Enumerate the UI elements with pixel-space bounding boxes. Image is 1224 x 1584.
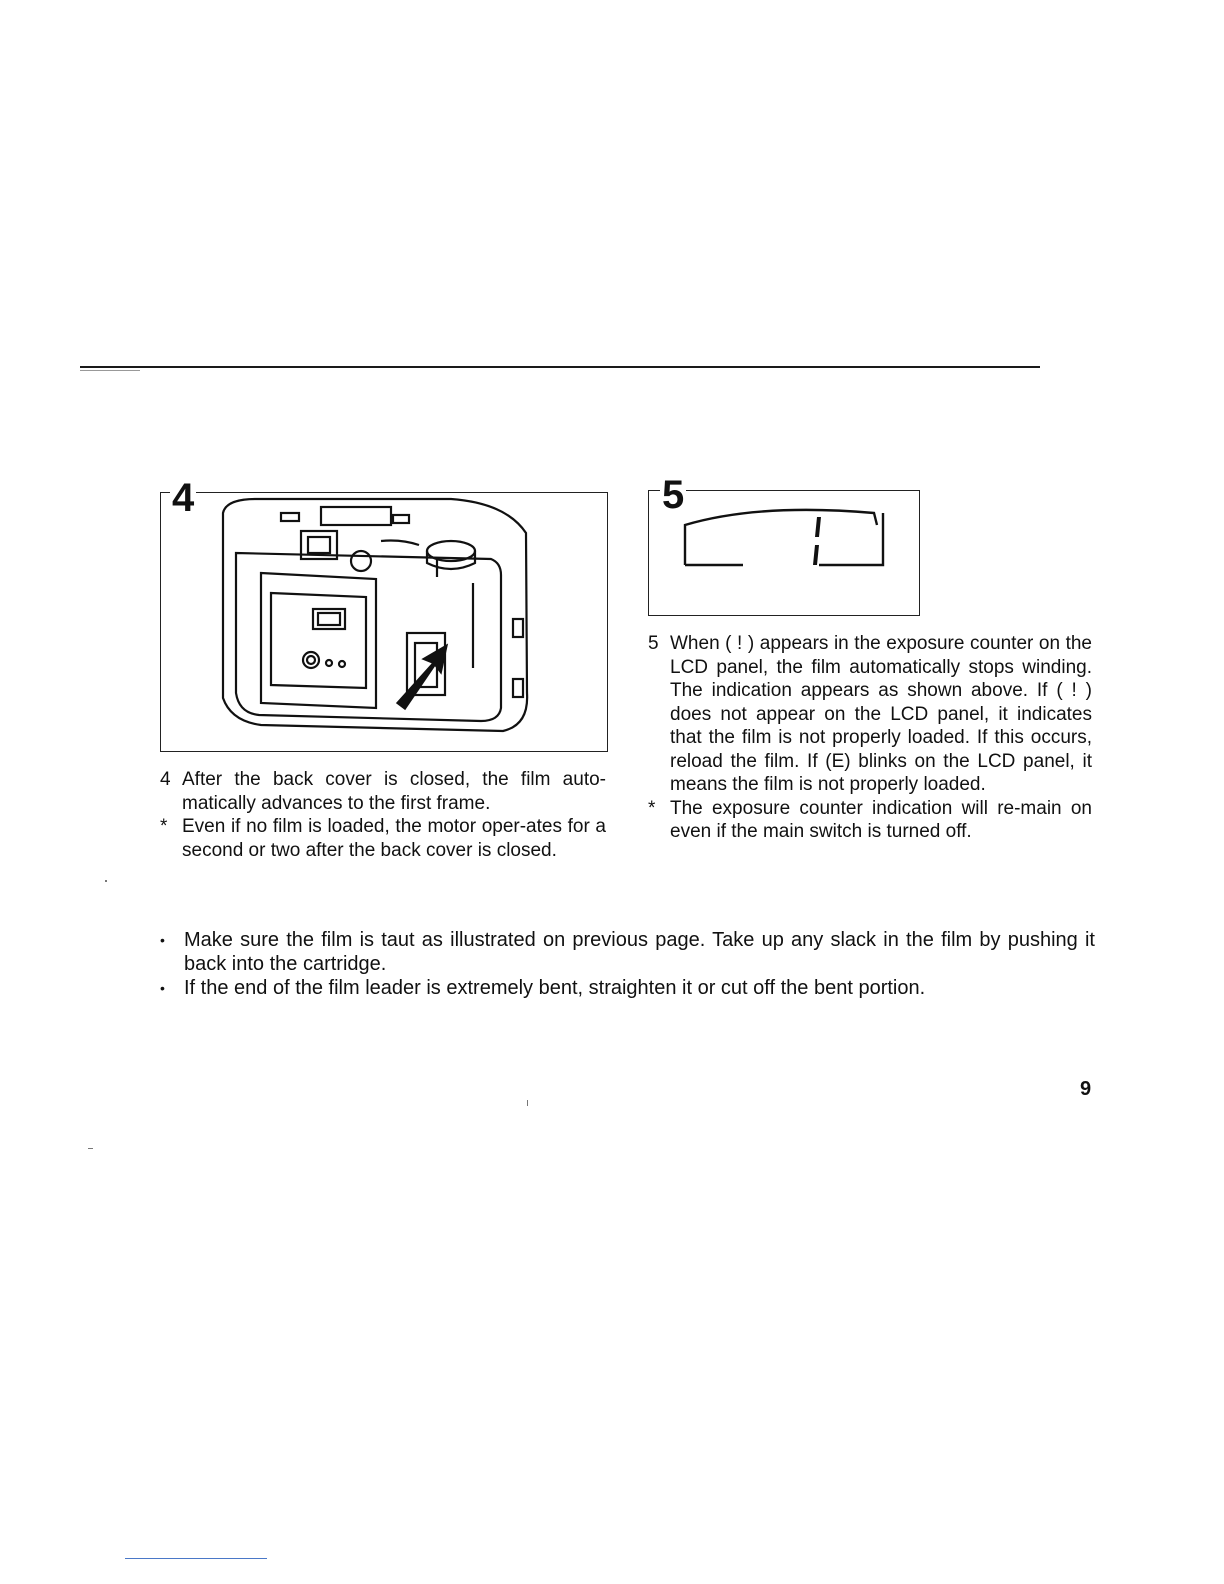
- bottom-rule: [125, 1558, 267, 1559]
- lcd-counter-drawing: [649, 491, 919, 615]
- figure-4-camera-illustration: [160, 492, 608, 752]
- bullet-text-2: If the end of the film leader is extremely bent, straighten it or cut off the bent portion.: [184, 977, 926, 999]
- list-item: [160, 928, 1095, 976]
- list-item: [160, 976, 1095, 1000]
- step-4-note-marker: *: [160, 816, 168, 837]
- scan-speck: [88, 1148, 93, 1149]
- top-rule: [80, 366, 1040, 368]
- step-4-marker: 4: [160, 769, 171, 790]
- bullet-list: [160, 928, 1095, 1000]
- scan-speck: [527, 1100, 528, 1106]
- bullet-icon: •: [160, 980, 165, 996]
- step-5-caption: When ( ! ) appears in the exposure counter on the LCD panel, the film automatically stops winding. The indication appears as shown above. If ( ! ) does not appear on the LCD panel, it indicates that the film is not properly loaded. If this occurs, reload the film. If (E) blinks on the LCD panel, it means the film is not properly loaded.: [670, 633, 1092, 795]
- step-5-marker: 5: [648, 633, 659, 654]
- step-5-note: The exposure counter indication will re-main on even if the main switch is turned off.: [670, 797, 1092, 842]
- step-4-caption: After the back cover is closed, the film auto-matically advances to the first frame.: [182, 769, 606, 814]
- figure-5-lcd-panel: [648, 490, 920, 616]
- step-4-note: Even if no film is loaded, the motor oper-ates for a second or two after the back cover is closed.: [182, 816, 606, 861]
- figure-4-number: 4: [172, 476, 195, 520]
- page-number: 9: [1080, 1078, 1092, 1100]
- bullet-text-1: Make sure the film is taut as illustrated on previous page. Take up any slack in the film by pushing it back into the cartridge.: [184, 929, 1095, 975]
- scan-speck: [105, 880, 107, 882]
- top-rule-shadow: [80, 370, 140, 371]
- push-arrow-icon: [397, 645, 447, 709]
- step-5-text: [648, 632, 1092, 844]
- camera-back-cover-drawing: [161, 493, 607, 751]
- step-5-note-marker: *: [648, 797, 656, 819]
- step-4-text: [160, 768, 606, 862]
- lcd-digit-one-icon: [813, 517, 821, 565]
- figure-5-number: 5: [662, 473, 685, 517]
- bullet-icon: •: [160, 932, 165, 948]
